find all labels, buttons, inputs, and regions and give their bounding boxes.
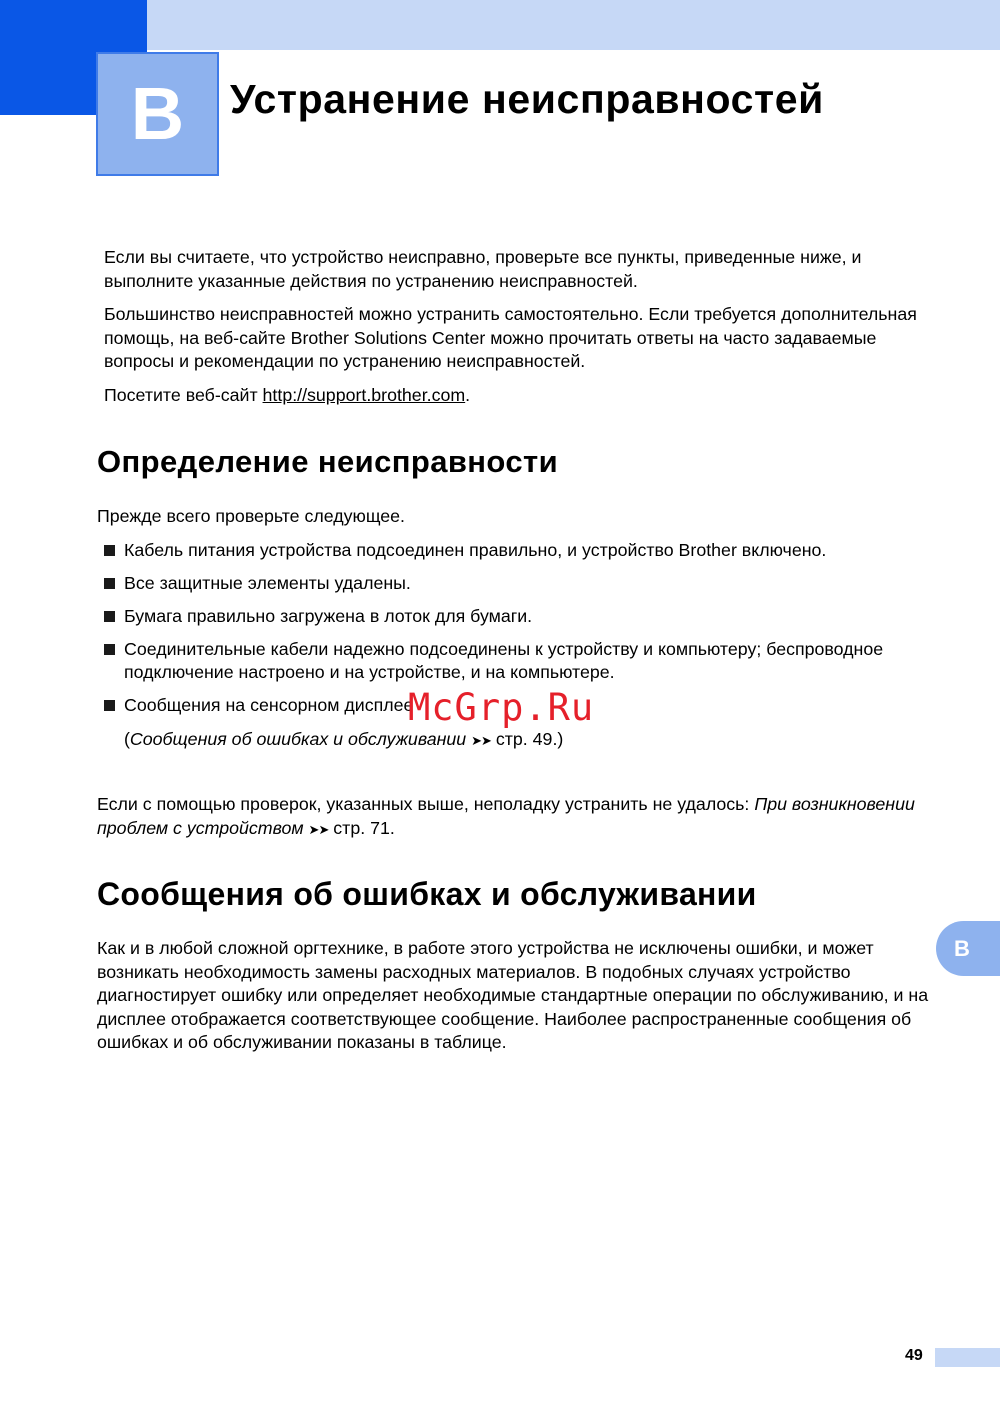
checklist-item [97, 539, 937, 563]
checklist-item-text: Соединительные кабели надежно подсоединены к устройству и компьютеру; беспроводное подключение настроено и на устройстве, и на компьютере. [124, 638, 884, 682]
chapter-side-tab: B [936, 921, 1000, 976]
ref-open: ( [124, 728, 130, 749]
square-bullet-icon [104, 578, 115, 589]
watermark: McGrp.Ru [408, 686, 595, 729]
checklist-item-text: Все защитные элементы удалены. [124, 572, 411, 593]
note-page: стр. 71. [328, 817, 395, 838]
visit-prefix: Посетите веб-сайт [104, 384, 263, 405]
double-arrow-icon: ➤➤ [308, 821, 329, 837]
checklist-item [97, 605, 937, 629]
section-heading-messages: Сообщения об ошибках и обслуживании [97, 876, 757, 912]
note-ref-title-link[interactable]: При возникновении проблем с устройством [97, 794, 915, 838]
checklist-item [97, 572, 937, 596]
support-link[interactable]: http://support.brother.com [262, 384, 466, 405]
intro-text [104, 246, 934, 417]
double-arrow-icon: ➤➤ [471, 732, 491, 748]
chapter-letter-box: B [96, 52, 219, 176]
square-bullet-icon [104, 700, 115, 711]
page-number: 49 [905, 1347, 923, 1364]
ref-page: стр. 49.) [490, 728, 564, 749]
section-heading-define: Определение неисправности [97, 444, 559, 479]
square-bullet-icon [104, 644, 115, 655]
section-messages-text: Как и в любой сложной оргтехнике, в работе этого устройства не исключены ошибки, и может возникать необходимость замены расходных материалов. В подобных случаях устройство диагностирует ошибку или определяет необходимые стандартные операции по обслуживанию, и на дисплее отображается соответствующее сообщение. Наиболее распространенные сообщения об ошибках и об обслуживании показаны в таблице. [97, 938, 929, 1052]
square-bullet-icon [104, 611, 115, 622]
chapter-title: Устранение неисправностей [230, 76, 824, 122]
cross-reference [124, 728, 937, 753]
checklist-item-text: Кабель питания устройства подсоединен правильно, и устройство Brother включено. [124, 539, 827, 560]
section-lead: Прежде всего проверьте следующее. [97, 506, 406, 526]
square-bullet-icon [104, 545, 115, 556]
visit-suffix: . [465, 384, 471, 405]
checklist-item-text: Сообщения на сенсорном дисплее [124, 695, 414, 715]
footer-band [935, 1348, 1000, 1367]
checklist-item-text: Бумага правильно загружена в лоток для бумаги. [124, 605, 533, 626]
intro-paragraph-1: Если вы считаете, что устройство неисправно, проверьте все пункты, приведенные ниже, и выполните указанные действия по устранению неисправностей. [104, 247, 862, 291]
ref-title-link[interactable]: Сообщения об ошибках и обслуживании [129, 728, 467, 749]
header-band [147, 0, 1000, 50]
checklist-item [97, 638, 937, 685]
note-prefix: Если с помощью проверок, указанных выше, неполадку устранить не удалось: [97, 794, 755, 814]
troubleshoot-note [97, 793, 917, 841]
intro-paragraph-3 [104, 384, 934, 408]
intro-paragraph-2: Большинство неисправностей можно устранить самостоятельно. Если требуется дополнительная помощь, на веб-сайте Brother Solutions Center можно прочитать ответы на часто задаваемые вопросы и рекомендации по устранению неисправностей. [104, 304, 917, 371]
